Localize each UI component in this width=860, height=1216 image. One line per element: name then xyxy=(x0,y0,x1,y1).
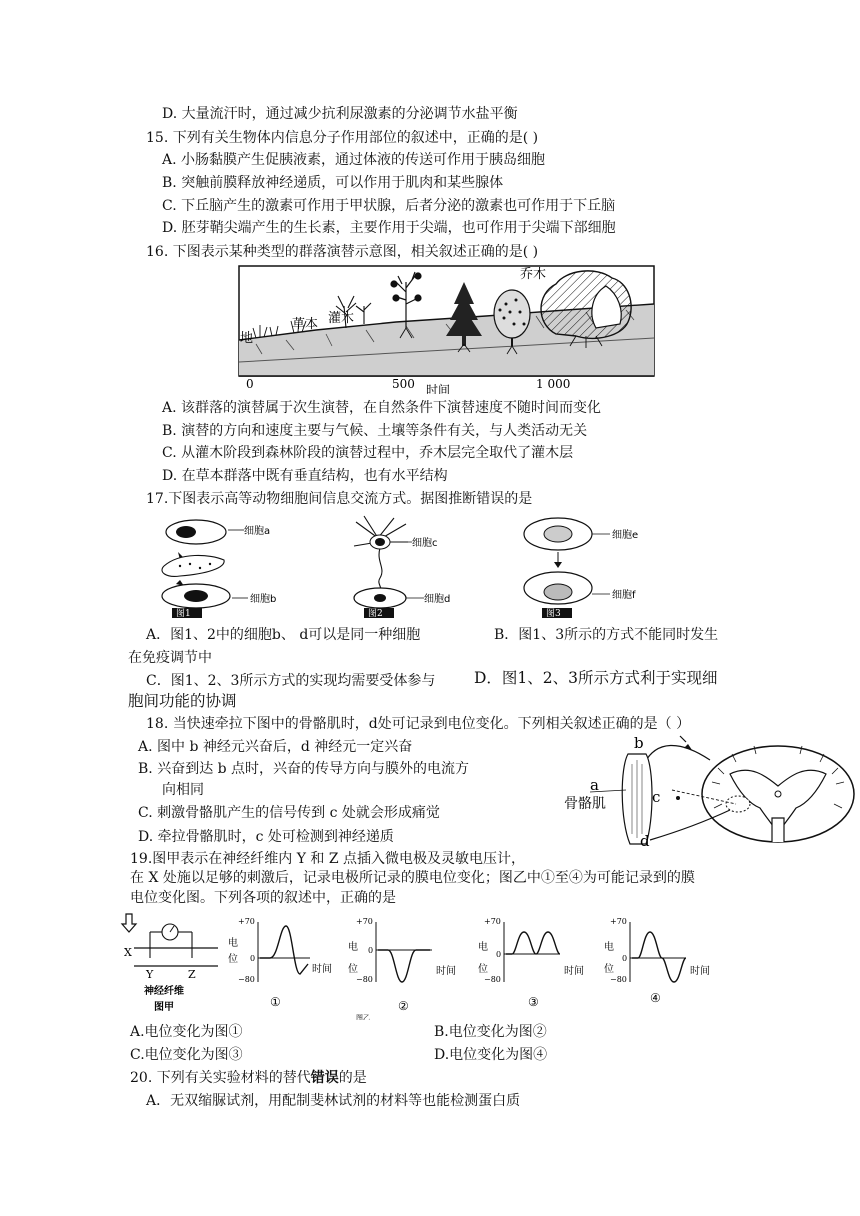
label-cell-d: 细胞d xyxy=(424,594,451,605)
q20-option-a: A．无双缩脲试剂，用配制斐林试剂的材料等也能检测蛋白质 xyxy=(146,1093,521,1109)
g4-time: 时间 xyxy=(690,966,710,977)
q15-option-b: B. 突触前膜释放神经递质，可以作用于肌肉和某些腺体 xyxy=(162,175,504,191)
q19-stem-1: 19.图甲表示在神经纤维内 Y 和 Z 点插入微电极及灵敏电压计， xyxy=(130,851,526,867)
g4-wei: 位 xyxy=(604,964,614,975)
label-b: b xyxy=(634,734,644,752)
g3-number: ③ xyxy=(528,995,539,1009)
q18-option-d: D. 牵拉骨骼肌时，c 处可检测到神经递质 xyxy=(138,829,394,845)
nerve-fiber-diagram xyxy=(122,914,218,1013)
q17-option-b: B．图1、3所示的方式不能同时发生 xyxy=(494,627,719,643)
membrane-potential-figure xyxy=(120,912,730,1020)
label-y: Y xyxy=(146,968,154,981)
g1-time: 时间 xyxy=(312,964,332,975)
label-cell-c: 细胞c xyxy=(412,538,438,549)
q20-stem-bold: 错误 xyxy=(310,1070,339,1086)
g2-wei: 位 xyxy=(348,964,358,975)
q17-option-d: D．图1、2、3所示方式利于实现细 xyxy=(474,669,718,687)
q18-option-b-cont: 向相同 xyxy=(162,782,204,798)
q15-option-d: D. 胚芽鞘尖端产生的生长素，主要作用于尖端，也可作用于尖端下部细胞 xyxy=(162,220,616,236)
label-fig2: 图2 xyxy=(368,609,383,618)
potential-graph-4 xyxy=(604,917,710,1005)
g3-minus80: −80 xyxy=(484,975,501,984)
label-x: X xyxy=(124,946,132,959)
g2-time: 时间 xyxy=(436,966,456,977)
q16-option-a: A. 该群落的演替属于次生演替，在自然条件下演替速度不随时间而变化 xyxy=(162,400,602,416)
tick-0: 0 xyxy=(246,377,254,391)
cell-communication-figure xyxy=(150,512,750,618)
g2-minus80: −80 xyxy=(356,975,373,984)
label-cell-f: 细胞f xyxy=(612,590,636,601)
g2-plus70: +70 xyxy=(356,917,373,926)
label-cell-b: 细胞b xyxy=(250,594,277,605)
label-a: a xyxy=(590,776,599,794)
label-c: c xyxy=(652,788,661,806)
g1-dian: 电 xyxy=(228,938,238,949)
q19-option-a: A.电位变化为图① xyxy=(130,1024,243,1040)
label-cell-a: 细胞a xyxy=(244,526,271,537)
g3-dian: 电 xyxy=(478,942,488,953)
label-muscle: 骨骼肌 xyxy=(564,796,606,812)
label-z: Z xyxy=(188,968,196,981)
g1-number: ① xyxy=(270,995,281,1009)
label-yi: 图乙 xyxy=(356,1014,370,1020)
q15-option-a: A. 小肠黏膜产生促胰液素，通过体液的传送可作用于胰岛细胞 xyxy=(162,152,546,168)
tick-500: 500 xyxy=(392,377,415,391)
q18-stem: 18. 当快速牵拉下图中的骨骼肌时，d处可记录到电位变化。下列相关叙述正确的是（ ） xyxy=(146,716,691,732)
g2-number: ② xyxy=(398,999,409,1013)
reflex-arc-figure xyxy=(560,734,856,850)
q20-stem-pre: 20. 下列有关实验材料的替代 xyxy=(130,1070,311,1086)
q20-stem-post: 的是 xyxy=(338,1070,367,1086)
q19-stem-2: 在 X 处施以足够的刺激后，记录电极所记录的膜电位变化；图乙中①至④为可能记录到的膜 xyxy=(130,870,695,886)
label-cell-e: 细胞e xyxy=(612,530,639,541)
g4-plus70: +70 xyxy=(610,917,627,926)
label-luodi: 地 xyxy=(240,331,254,346)
g4-dian: 电 xyxy=(604,942,614,953)
q15-option-c: C. 下丘脑产生的激素可作用于甲状腺，后者分泌的激素也可作用于下丘脑 xyxy=(162,198,616,214)
q19-stem-3: 电位变化图。下列各项的叙述中，正确的是 xyxy=(130,890,396,906)
potential-graph-3 xyxy=(478,917,584,1009)
q19-option-c: C.电位变化为图③ xyxy=(130,1047,243,1063)
g4-zero: 0 xyxy=(622,954,628,963)
g1-plus70: +70 xyxy=(238,917,255,926)
label-guanmu: 灌木 xyxy=(328,311,355,326)
g4-number: ④ xyxy=(650,991,661,1005)
tick-1000: 1 000 xyxy=(536,377,571,391)
axis-time: 时间 xyxy=(426,383,451,394)
q14-option-d: D. 大量流汗时，通过减少抗利尿激素的分泌调节水盐平衡 xyxy=(162,106,518,122)
g2-zero: 0 xyxy=(368,946,374,955)
g3-zero: 0 xyxy=(496,950,502,959)
q17-option-d-cont: 胞间功能的协调 xyxy=(128,692,237,710)
label-fiber: 神经纤维 xyxy=(144,986,184,997)
q20-stem xyxy=(130,1068,367,1088)
potential-graph-2 xyxy=(348,917,456,1020)
q17-stem: 17.下图表示高等动物细胞间信息交流方式。据图推断错误的是 xyxy=(146,491,533,507)
g3-time: 时间 xyxy=(564,966,584,977)
g1-minus80: −80 xyxy=(238,975,255,984)
g1-wei: 位 xyxy=(228,954,238,965)
succession-figure xyxy=(236,264,658,394)
label-qiaomu: 乔木 xyxy=(520,267,547,282)
q18-option-c: C. 刺激骨骼肌产生的信号传到 c 处就会形成痛觉 xyxy=(138,805,440,821)
q16-option-b: B. 演替的方向和速度主要与气候、土壤等条件有关，与人类活动无关 xyxy=(162,423,588,439)
potential-graph-1 xyxy=(228,917,332,1009)
g2-dian: 电 xyxy=(348,942,358,953)
label-fig1: 图1 xyxy=(176,609,191,618)
q19-option-d: D.电位变化为图④ xyxy=(434,1047,548,1063)
q17-option-a: A．图1、2中的细胞b、 d可以是同一种细胞 xyxy=(146,627,421,643)
q16-stem: 16. 下图表示某种类型的群落演替示意图，相关叙述正确的是( ) xyxy=(146,244,539,260)
label-fig3: 图3 xyxy=(546,609,561,618)
q19-option-b: B.电位变化为图② xyxy=(434,1024,547,1040)
q15-stem: 15. 下列有关生物体内信息分子作用部位的叙述中，正确的是( ) xyxy=(146,130,539,146)
label-jia: 图甲 xyxy=(154,1002,174,1013)
label-caoben: 草本 xyxy=(292,317,319,332)
label-d: d xyxy=(640,832,650,850)
q16-option-d: D. 在草本群落中既有垂直结构，也有水平结构 xyxy=(162,468,448,484)
g1-zero: 0 xyxy=(250,954,256,963)
g3-plus70: +70 xyxy=(484,917,501,926)
g4-minus80: −80 xyxy=(610,975,627,984)
g3-wei: 位 xyxy=(478,964,488,975)
q17-option-b-cont: 在免疫调节中 xyxy=(128,650,212,666)
q16-option-c: C. 从灌木阶段到森林阶段的演替过程中，乔木层完全取代了灌木层 xyxy=(162,445,574,461)
q18-option-b: B. 兴奋到达 b 点时，兴奋的传导方向与膜外的电流方 xyxy=(138,761,470,777)
q18-option-a: A. 图中 b 神经元兴奋后，d 神经元一定兴奋 xyxy=(138,739,413,755)
q17-option-c: C．图1、2、3所示方式的实现均需要受体参与 xyxy=(146,673,436,689)
